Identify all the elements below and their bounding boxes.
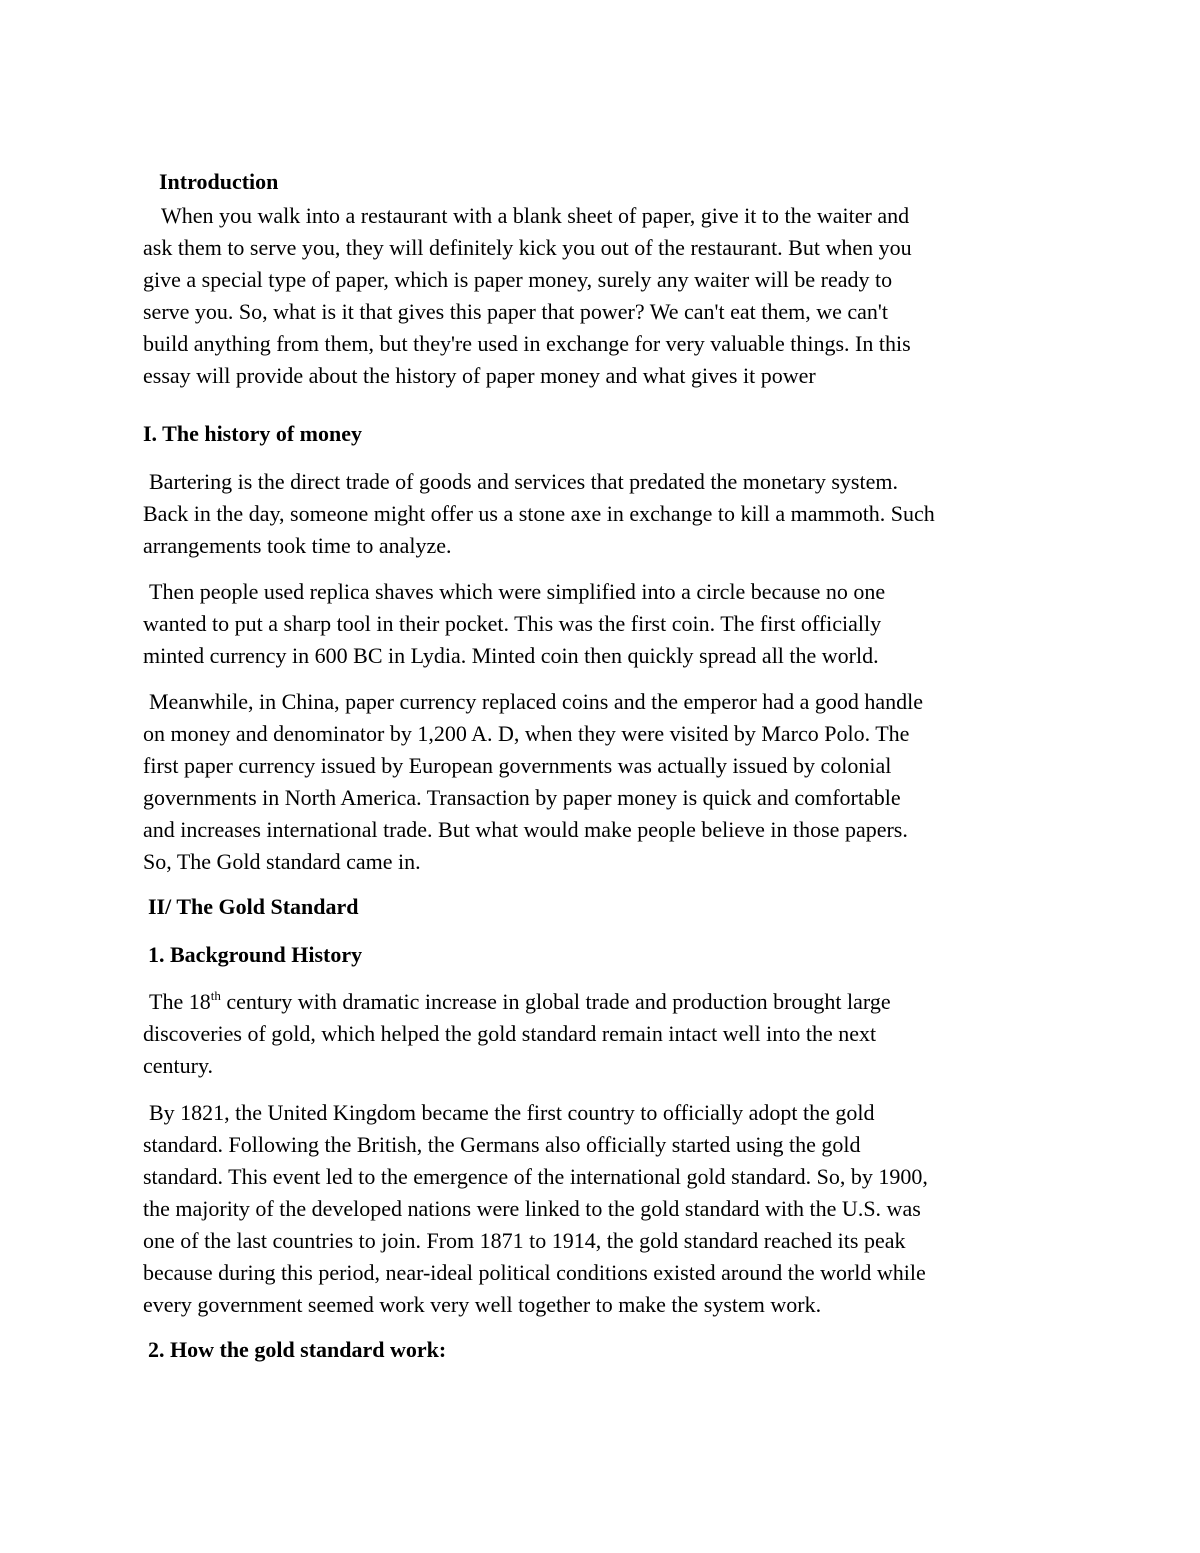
text-run: century with dramatic increase in global trade and production brought large [220,989,891,1014]
intro-line: essay will provide about the history of paper money and what gives it power [143,363,816,388]
paragraph-line: standard. This event led to the emergence of the international gold standard. So, by 1900, [143,1164,928,1189]
paragraph-line: century. [143,1053,214,1078]
paragraph-line: because during this period, near-ideal political conditions existed around the world while [143,1260,926,1285]
paragraph-line [143,986,891,1018]
text-run: The 18 [149,989,211,1014]
subsection1-heading: 1. Background History [148,942,363,967]
intro-line: ask them to serve you, they will definitely kick you out of the restaurant. But when you [143,235,912,260]
paragraph-line: wanted to put a sharp tool in their pocket. This was the first coin. The first officially [143,611,882,636]
paragraph-line: on money and denominator by 1,200 A. D, when they were visited by Marco Polo. The [143,721,910,746]
section1-paragraph-1 [143,466,935,562]
paragraph-line: By 1821, the United Kingdom became the first country to officially adopt the gold [149,1100,875,1125]
section2-paragraph-2 [143,1097,928,1321]
paragraph-line: Meanwhile, in China, paper currency replaced coins and the emperor had a good handle [149,689,923,714]
paragraph-line: one of the last countries to join. From 1871 to 1914, the gold standard reached its peak [143,1228,906,1253]
section1-paragraph-3 [143,686,923,878]
paragraph-line: governments in North America. Transaction by paper money is quick and comfortable [143,785,901,810]
section1-heading: I. The history of money [143,421,362,446]
intro-line: serve you. So, what is it that gives this paper that power? We can't eat them, we can't [143,299,888,324]
paragraph-line: the majority of the developed nations were linked to the gold standard with the U.S. was [143,1196,921,1221]
section1-paragraph-2 [143,576,885,672]
section2-heading: II/ The Gold Standard [148,894,359,919]
intro-heading: Introduction [159,169,279,194]
paragraph-line: minted currency in 600 BC in Lydia. Minted coin then quickly spread all the world. [143,643,879,668]
paragraph-line: Then people used replica shaves which were simplified into a circle because no one [149,579,886,604]
paragraph-line: discoveries of gold, which helped the gold standard remain intact well into the next [143,1021,877,1046]
intro-line: build anything from them, but they're used in exchange for very valuable things. In this [143,331,911,356]
paragraph-line: every government seemed work very well together to make the system work. [143,1292,822,1317]
paragraph-line: first paper currency issued by European governments was actually issued by colonial [143,753,892,778]
paragraph-line: standard. Following the British, the Germans also officially started using the gold [143,1132,861,1157]
paragraph-line: arrangements took time to analyze. [143,533,452,558]
intro-line: When you walk into a restaurant with a blank sheet of paper, give it to the waiter and [161,203,910,228]
paragraph-line: Back in the day, someone might offer us a stone axe in exchange to kill a mammoth. Such [143,501,935,526]
paragraph-line: Bartering is the direct trade of goods and services that predated the monetary system. [149,469,898,494]
subsection2-heading: 2. How the gold standard work: [148,1337,447,1362]
paragraph-line: and increases international trade. But what would make people believe in those papers. [143,817,908,842]
paragraph-line: So, The Gold standard came in. [143,849,421,874]
section2-paragraph-1 [143,986,891,1082]
intro-line: give a special type of paper, which is paper money, surely any waiter will be ready to [143,267,893,292]
intro-paragraph [143,200,912,392]
superscript: th [210,988,221,1003]
